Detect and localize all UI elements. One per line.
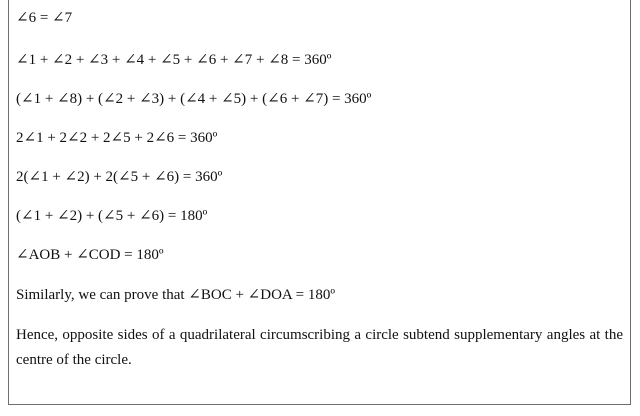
equation-line-7: ∠AOB + ∠COD = 180º	[16, 247, 164, 263]
equation-line-4: 2∠1 + 2∠2 + 2∠5 + 2∠6 = 360º	[16, 130, 218, 146]
similarity-statement: Similarly, we can prove that ∠BOC + ∠DOA = 180º	[16, 287, 336, 303]
equation-line-3: (∠1 + ∠8) + (∠2 + ∠3) + (∠4 + ∠5) + (∠6 + ∠7) = 360º	[16, 91, 372, 107]
equation-line-6: (∠1 + ∠2) + (∠5 + ∠6) = 180º	[16, 208, 208, 224]
conclusion-paragraph: Hence, opposite sides of a quadrilateral circumscribing a circle subtend supplementary angles at the centre of the circle.	[16, 327, 623, 368]
equation-line-5: 2(∠1 + ∠2) + 2(∠5 + ∠6) = 360º	[16, 169, 223, 185]
equation-line-2: ∠1 + ∠2 + ∠3 + ∠4 + ∠5 + ∠6 + ∠7 + ∠8 = 360º	[16, 52, 332, 68]
equation-line-1: ∠6 = ∠7	[16, 10, 73, 26]
